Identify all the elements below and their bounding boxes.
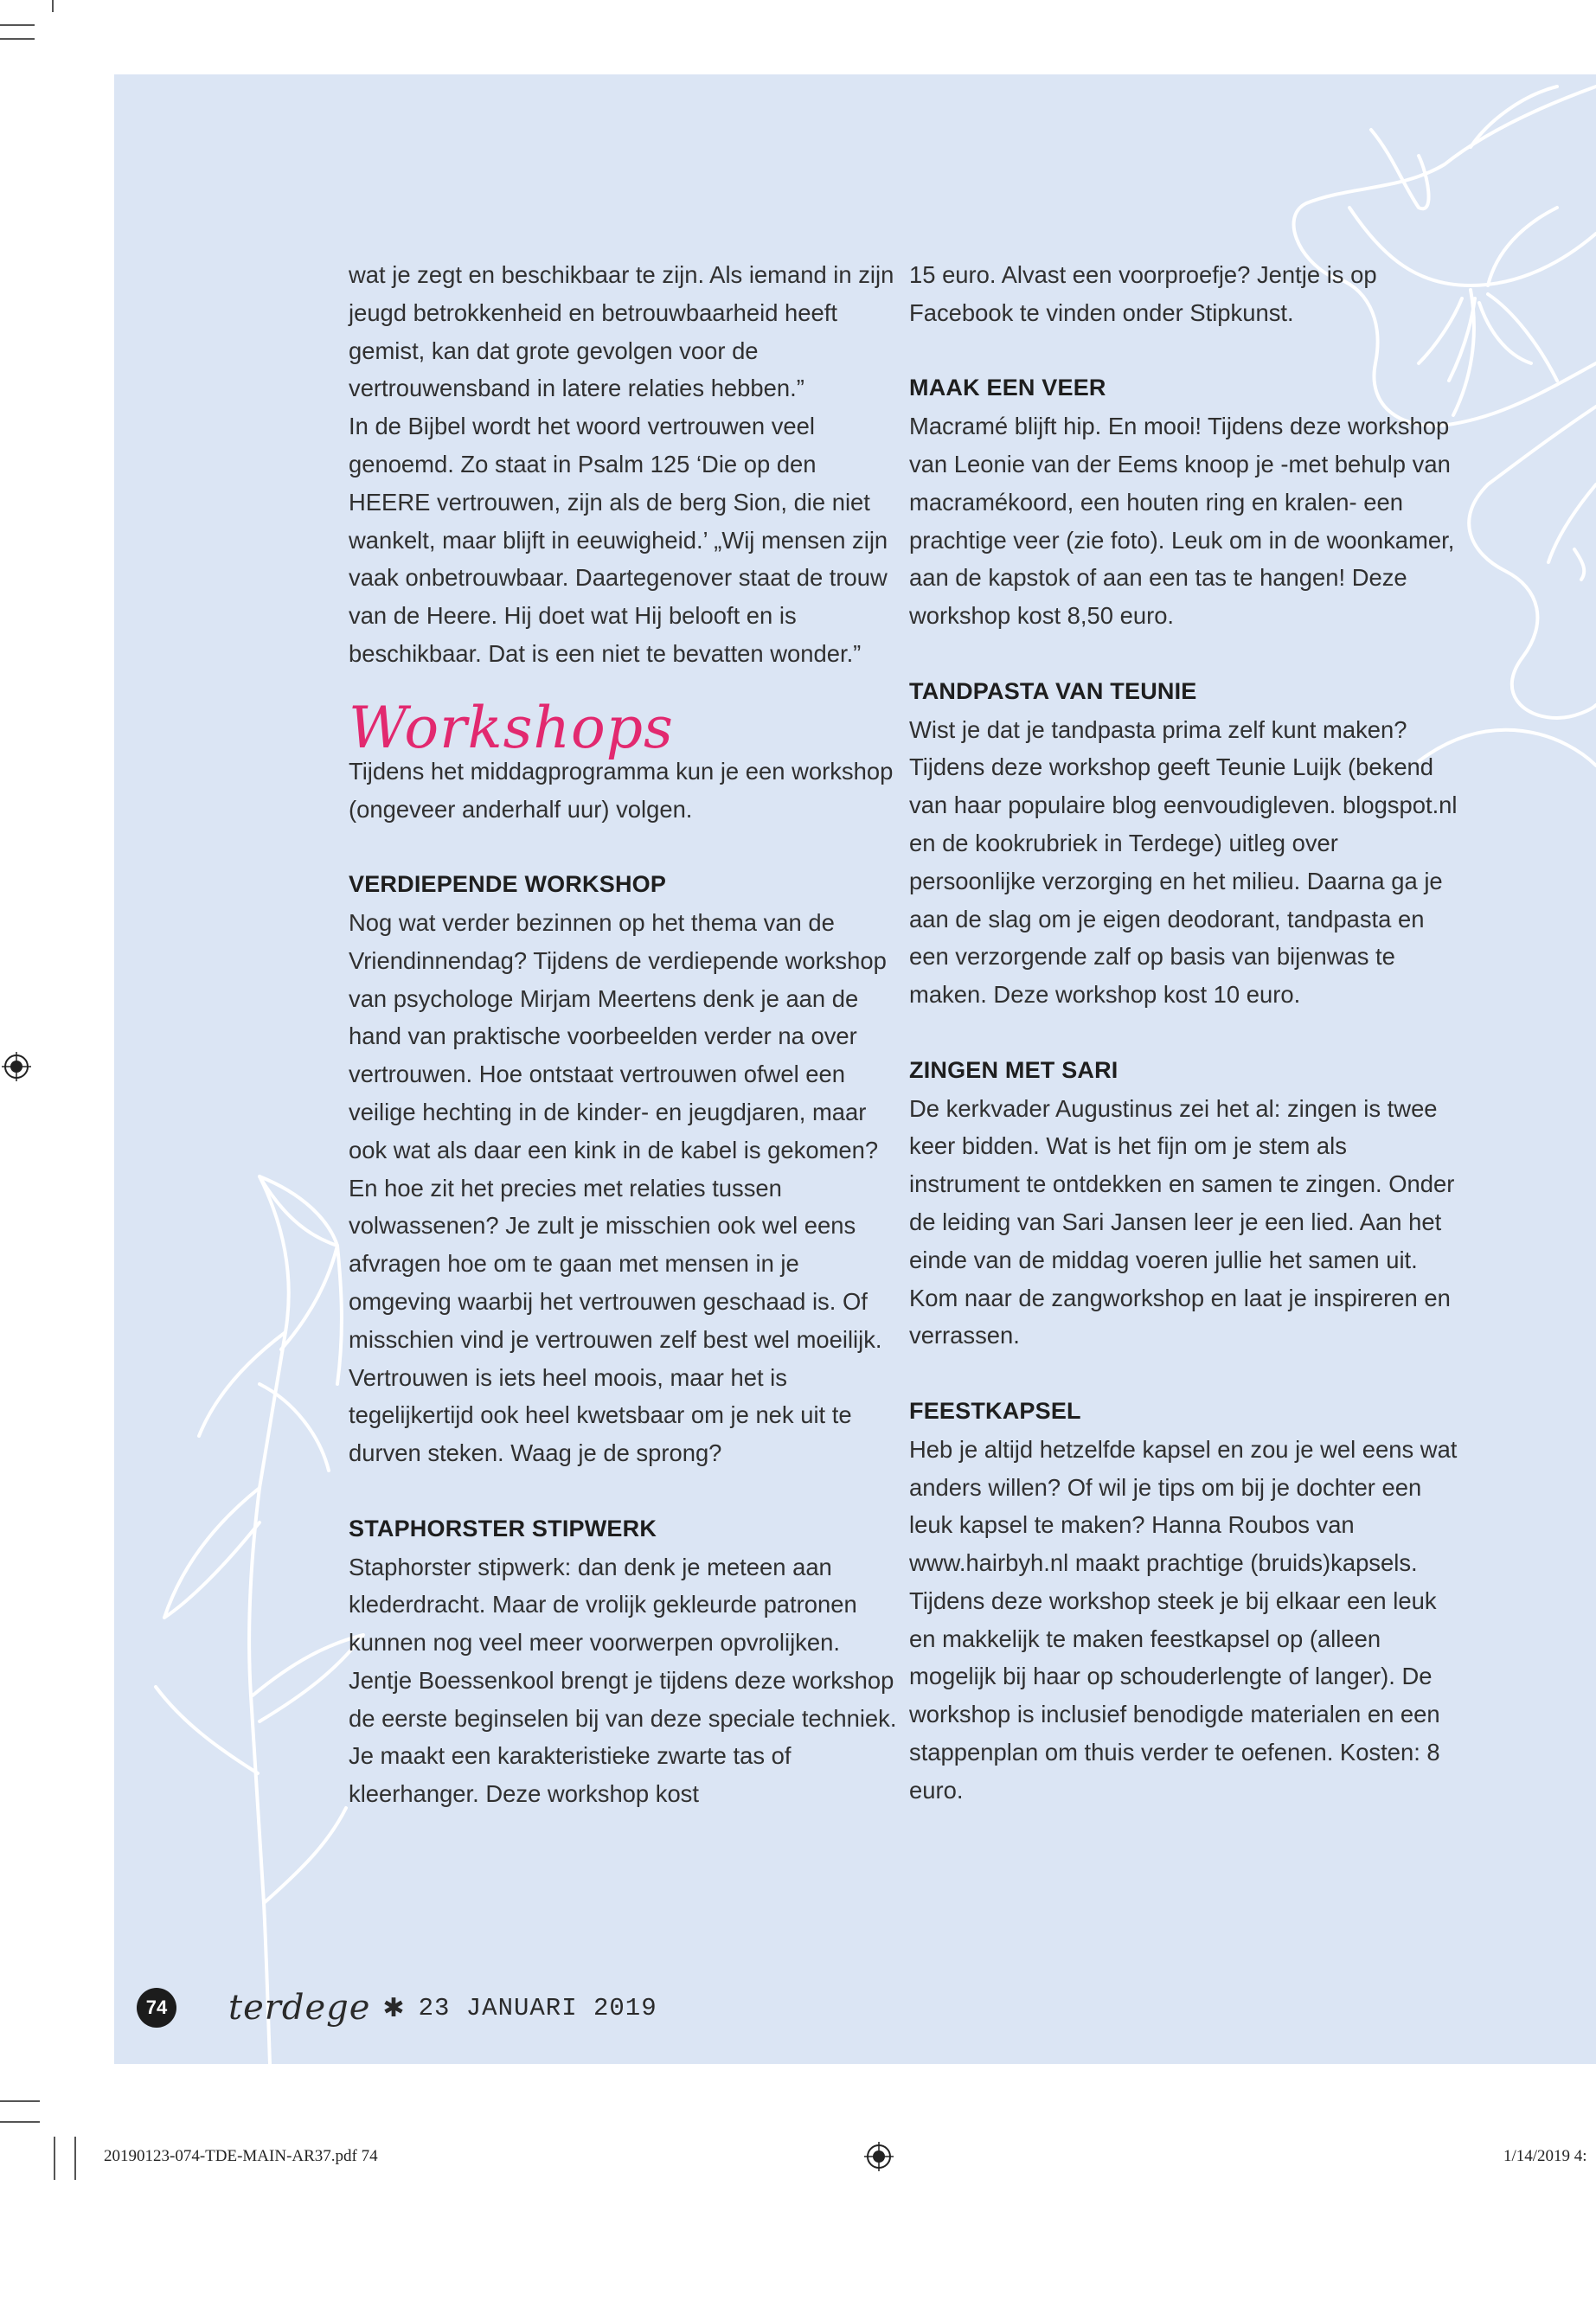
crop-mark (0, 24, 35, 26)
bible-paragraph: In de Bijbel wordt het woord vertrouwen veel genoemd. Zo staat in Psalm 125 ‘Die op den HEERE vertrouwen, zijn als de berg Sion, die niet wankelt, maar blijft in eeuwigheid.’ „Wij mensen zijn vaak onbetrouwbaar. Daartegenover staat de trouw van de Heere. Hij doet wat Hij belooft en is beschikbaar. Dat is een niet te bevatten wonder.” (349, 413, 888, 667)
article-column-left (349, 256, 902, 1813)
registration-mark-icon (2, 1052, 31, 1081)
crop-mark (0, 2100, 40, 2102)
issue-date: 23 JANUARI 2019 (418, 1993, 657, 2022)
print-slug-timestamp: 1/14/2019 4: (1503, 2147, 1587, 2165)
section-body-staphorster-continued: 15 euro. Alvast een voorproefje? Jentje is op Facebook te vinden onder Stipkunst. (909, 261, 1377, 326)
section-body-verdiepende: Nog wat verder bezinnen op het thema van de Vriendinnendag? Tijdens de verdiepende workshop van psychologe Mirjam Meertens denk je aan de hand van praktische voorbeelden verder na over vertrouwen. Hoe ontstaat vertrouwen ofwel een veilige hechting in de kinder- en jeugdjaren, maar ook wat als daar een kink in de kabel is gekomen? En hoe zit het precies met relaties tussen volwassenen? Je zult je misschien ook wel eens afvragen hoe om te gaan met mensen in je omgeving waarbij het vertrouwen geschaad is. Of misschien vind je vertrouwen zelf best wel moeilijk. Vertrouwen is iets heel moois, maar het is tegelijkertijd ook heel kwetsbaar om je nek uit te durven steken. Waag je de sprong? (349, 908, 887, 1467)
page-number-badge: 74 (137, 1988, 176, 2028)
section-title-veer: MAAK EEN VEER (909, 375, 1106, 401)
page-footer (137, 1986, 657, 2029)
section-title-feestkapsel: FEESTKAPSEL (909, 1397, 1081, 1424)
print-slug-filename: 20190123-074-TDE-MAIN-AR37.pdf 74 (104, 2147, 378, 2165)
section-body-feestkapsel: Heb je altijd hetzelfde kapsel en zou je wel eens wat anders willen? Of wil je tips om bij je dochter een leuk kapsel te maken? Hanna Roubos van www.hairbyh.nl maakt prachtige (bruids)kapsels. Tijdens deze workshop steek je bij elkaar een leuk en makkelijk te maken feestkapsel op (alleen mogelijk bij haar op schouderlengte of langer). De workshop is inclusief benodigde materialen en een stappenplan om thuis verder te oefenen. Kosten: 8 euro. (909, 1435, 1458, 1804)
crop-mark (74, 2137, 76, 2180)
crop-mark (54, 2137, 55, 2180)
intro-paragraph: wat je zegt en beschikbaar te zijn. Als iemand in zijn jeugd betrokkenheid en betrouwbaarheid heeft gemist, kan dat grote gevolgen voor de vertrouwensband in latere relaties hebben.” (349, 261, 894, 402)
section-body-zingen: De kerkvader Augustinus zei het al: zingen is twee keer bidden. Wat is het fijn om je stem als instrument te ontdekken en samen te zingen. Onder de leiding van Sari Jansen leer je een lied. Aan het einde van de middag voeren jullie het samen uit. Kom naar de zangworkshop en laat je inspireren en verrassen. (909, 1094, 1455, 1349)
crop-mark (0, 2121, 40, 2123)
registration-mark-icon (864, 2142, 894, 2171)
section-title-zingen: ZINGEN MET SARI (909, 1056, 1118, 1083)
section-body-staphorster: Staphorster stipwerk: dan denk je meteen aan klederdracht. Maar de vrolijk gekleurde patronen kunnen nog veel meer voorwerpen opvrolijken. Jentje Boessenkool brengt je tijdens deze workshop de eerste beginselen bij van deze speciale techniek. Je maakt een karakteristieke zwarte tas of kleerhanger. Deze workshop kost (349, 1553, 897, 1808)
asterisk-icon: ✱ (382, 1993, 405, 2022)
workshops-intro: Tijdens het middagprogramma kun je een workshop (ongeveer anderhalf uur) volgen. (349, 757, 894, 823)
magazine-name: terdege (228, 1988, 371, 2028)
section-body-tandpasta: Wist je dat je tandpasta prima zelf kunt maken? Tijdens deze workshop geeft Teunie Luijk (bekend van haar populaire blog eenvoudigleven. blogspot.nl en de kookrubriek in Terdege) uitleg over persoonlijke verzorging en het milieu. Daarna ga je aan de slag om je eigen deodorant, tandpasta en een verzorgende zalf op basis van bijenwas te maken. Deze workshop kost 10 euro. (909, 715, 1458, 1009)
section-title-tandpasta: TANDPASTA VAN TEUNIE (909, 677, 1197, 704)
section-title-verdiepende: VERDIEPENDE WORKSHOP (349, 871, 667, 898)
article-column-right (909, 256, 1463, 1810)
section-body-veer: Macramé blijft hip. En mooi! Tijdens deze workshop van Leonie van der Eems knoop je -met behulp van macramékoord, een houten ring en kralen- een prachtige veer (zie foto). Leuk om in de woonkamer, aan de kapstok of aan een tas te hangen! Deze workshop kost 8,50 euro. (909, 413, 1455, 630)
section-title-staphorster: STAPHORSTER STIPWERK (349, 1515, 657, 1541)
crop-mark (0, 38, 35, 40)
workshops-heading: Workshops (349, 694, 674, 761)
crop-mark (52, 0, 54, 12)
